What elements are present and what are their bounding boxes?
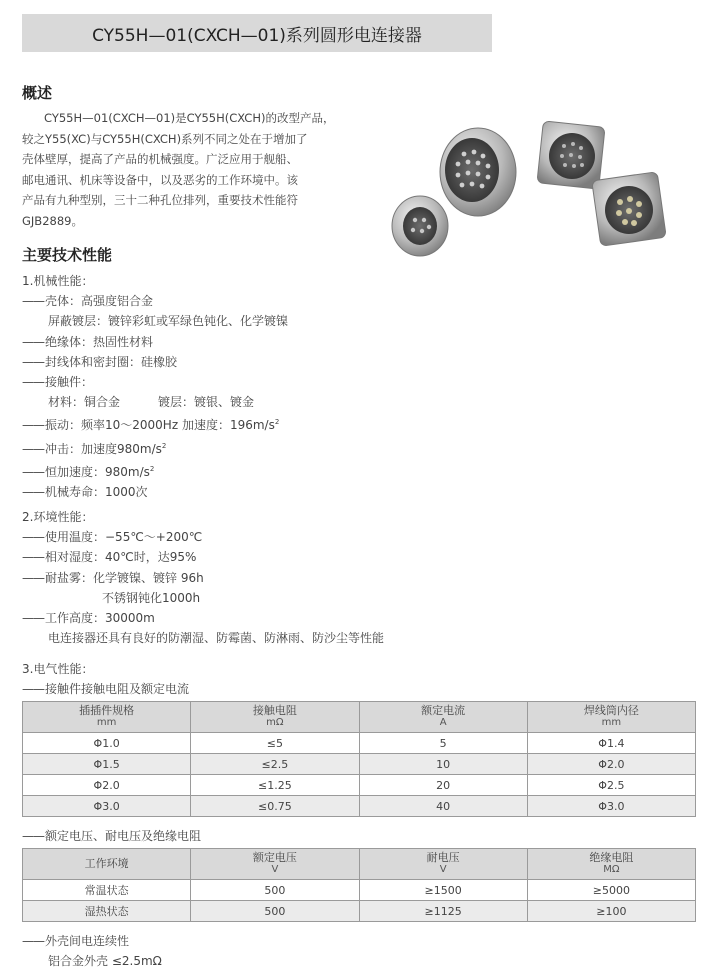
table-cell: 500 (191, 880, 359, 901)
table-header-cell: 耐电压 V (359, 849, 527, 880)
spec-temperature: 使用温度：−55℃～+200℃ (45, 530, 203, 545)
overview-paragraph (22, 108, 358, 231)
table-header-cell: 额定电压 V (191, 849, 359, 880)
table-row (23, 796, 696, 817)
spec-salt-spray: 耐盐雾：化学镀镍、镀锌 96h (45, 570, 204, 585)
table-cell: ≤5 (191, 733, 359, 754)
spec-contact: 接触件： (45, 375, 94, 390)
environment-section (22, 507, 384, 648)
overview-line: 产品有九种型别，三十二种孔位排列，重要技术性能符 (22, 193, 298, 207)
contact-table-title: 接触件接触电阻及额定电流 (45, 682, 190, 697)
overview-line: 较之Y55(XC)与CY55H(CXCH)系列不同之处在于增加了 (22, 131, 308, 146)
table-header-row (23, 849, 696, 880)
table-cell: ≥5000 (527, 880, 695, 901)
table-cell: ≥1500 (359, 880, 527, 901)
table-row (23, 880, 696, 901)
table-row (23, 754, 696, 775)
table-header-cell: 工作环境 (23, 849, 191, 880)
superscript-2: 2 (274, 418, 280, 427)
continuity-value: 铝合金外壳 ≤2.5mΩ (48, 954, 162, 969)
table-cell: ≤1.25 (191, 775, 359, 796)
table-cell: Φ2.0 (527, 754, 695, 775)
spec-shell: 壳体：高强度铝合金 (45, 294, 154, 309)
connector-product-photo (382, 110, 694, 270)
table-cell: Φ2.5 (527, 775, 695, 796)
table-header-row (23, 702, 696, 733)
table-row (23, 901, 696, 922)
continuity-section (22, 931, 162, 971)
table-cell: Φ2.0 (23, 775, 191, 796)
table-cell: Φ1.5 (23, 754, 191, 775)
table-cell: 20 (359, 775, 527, 796)
voltage-insulation-table (22, 848, 696, 922)
overview-line: 邮电通讯、机床等设备中，以及恶劣的工作环境中。该 (22, 172, 298, 187)
mechanical-title: 1.机械性能： (22, 274, 94, 288)
contact-resistance-table (22, 701, 696, 817)
overview-heading: 概述 (22, 84, 53, 102)
mechanical-section (22, 271, 288, 502)
continuity-title: 外壳间电连续性 (45, 934, 130, 948)
superscript-2: 2 (149, 464, 155, 473)
spec-insulator: 绝缘体：热固性材料 (45, 334, 154, 349)
table-row (23, 775, 696, 796)
table-header-cell: 焊线筒内径 mm (527, 702, 695, 733)
table-header-cell: 接触电阻 mΩ (191, 702, 359, 733)
spec-altitude: 工作高度：30000m (45, 611, 155, 626)
table-cell: ≥100 (527, 901, 695, 922)
spec-salt-spray-stainless: 不锈钢钝化1000h (102, 590, 201, 605)
electrical-title: 3.电气性能： (22, 662, 94, 676)
table-row (23, 733, 696, 754)
page-title-bar (22, 14, 492, 52)
spec-humidity: 相对湿度：40℃时，达95% (45, 550, 197, 565)
superscript-2: 2 (161, 441, 167, 450)
tech-heading: 主要技术性能 (22, 246, 113, 264)
table-cell: 5 (359, 733, 527, 754)
environment-title: 2.环境性能： (22, 510, 94, 524)
table-cell: Φ1.0 (23, 733, 191, 754)
overview-line: GJB2889。 (22, 213, 83, 228)
spec-shock: 冲击：加速度980m/s (45, 441, 162, 456)
spec-seal: 封线体和密封圈：硅橡胶 (45, 354, 178, 369)
overview-line: CY55H—01(CXCH—01)是CY55H(CXCH)的改型产品， (44, 111, 335, 125)
table-cell: Φ3.0 (23, 796, 191, 817)
spec-material: 材料：铜合金 (48, 395, 121, 410)
electrical-section (22, 659, 189, 699)
spec-mechanical-life: 机械寿命：1000次 (45, 485, 148, 500)
table-cell: ≤0.75 (191, 796, 359, 817)
overview-line: 壳体壁厚，提高了产品的机械强度。广泛应用于舰船、 (22, 152, 298, 166)
spec-shield: 屏蔽镀层：镀锌彩虹或军绿色钝化、化学镀镍 (48, 314, 289, 329)
spec-plating: 镀层：镀银、镀金 (158, 395, 255, 410)
voltage-table-title: 额定电压、耐电压及绝缘电阻 (45, 829, 202, 843)
environment-note: 电连接器还具有良好的防潮湿、防霉菌、防淋雨、防沙尘等性能 (48, 631, 385, 646)
table-header-cell: 额定电流 A (359, 702, 527, 733)
voltage-section-label (22, 826, 201, 846)
table-cell: ≥1125 (359, 901, 527, 922)
spec-constant-acceleration: 恒加速度：980m/s (45, 464, 150, 479)
table-cell: Φ3.0 (527, 796, 695, 817)
table-cell: 40 (359, 796, 527, 817)
table-header-cell: 插插件规格 mm (23, 702, 191, 733)
table-cell: Φ1.4 (527, 733, 695, 754)
table-cell: 10 (359, 754, 527, 775)
table-cell: ≤2.5 (191, 754, 359, 775)
spec-vibration: 振动：频率10～2000Hz 加速度：196m/s (45, 418, 275, 433)
table-cell: 湿热状态 (23, 901, 191, 922)
page-title: CY55H—01(CXCH—01)系列圆形电连接器 (92, 25, 422, 46)
table-cell: 500 (191, 901, 359, 922)
table-cell: 常温状态 (23, 880, 191, 901)
table-header-cell: 绝缘电阻 MΩ (527, 849, 695, 880)
